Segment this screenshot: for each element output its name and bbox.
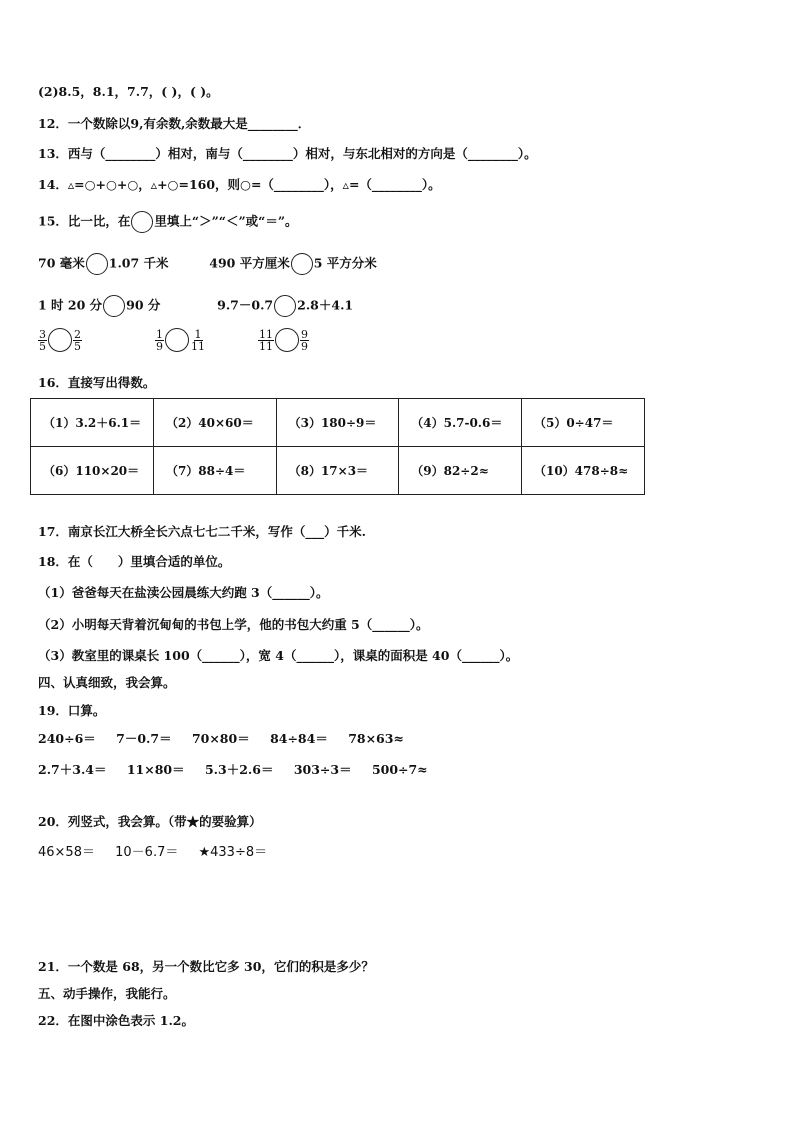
q15-r1-a-right: 1.07 千米 — [108, 255, 169, 271]
oral-calc-item: 5.3＋2.6＝ — [204, 762, 274, 777]
q15-after: 里填上“＞”“＜”或“＝”。 — [154, 213, 298, 229]
vertical-calc-item: 10－6.7＝ — [115, 845, 179, 860]
q15-r2-a-left: 1 时 20 分 — [38, 297, 103, 313]
table-row — [31, 447, 645, 495]
question-13: 13．西与（________）相对，南与（________）相对，与东北相对的方向是（________）。 — [38, 146, 537, 161]
table-cell: （6）110×20＝ — [31, 447, 154, 495]
compare-circle-input[interactable] — [165, 328, 189, 352]
q20-row — [38, 845, 267, 861]
fraction-compare-3: $\frac{11}{11}$ $\frac{9}{9}$ — [259, 327, 308, 353]
table-cell: （7）88÷4＝ — [153, 447, 276, 495]
compare-circle-input[interactable] — [274, 295, 296, 317]
table-cell: （4）5.7-0.6＝ — [399, 399, 522, 447]
table-cell: （8）17×3＝ — [276, 447, 399, 495]
q19-row-1 — [38, 731, 404, 747]
question-18-title: 18．在（ ）里填合适的单位。 — [38, 554, 231, 569]
compare-circle-input[interactable] — [275, 328, 299, 352]
q15-r2-a-right: 90 分 — [126, 297, 161, 313]
oral-calc-item: 500÷7≈ — [371, 762, 428, 777]
q18-item-2: （2）小明每天背着沉甸甸的书包上学，他的书包大约重 5（______）。 — [38, 617, 429, 632]
question-14: 14．▵=○+○+○，▵+○=160，则○=（________），▵=（________）。 — [38, 177, 441, 192]
oral-calc-item: 2.7＋3.4＝ — [38, 762, 107, 777]
table-cell: （10）478÷8≈ — [521, 447, 644, 495]
oral-calc-item: 11×80＝ — [126, 762, 185, 777]
question-16-title: 16．直接写出得数。 — [38, 375, 156, 390]
question-12: 12．一个数除以9,有余数,余数最大是________． — [38, 116, 311, 131]
compare-circle-input[interactable] — [291, 253, 313, 275]
q11-part2: (2)8.5，8.1，7.7，( )，( )。 — [38, 84, 219, 99]
compare-circle-input[interactable] — [86, 253, 108, 275]
q18-item-3: （3）教室里的课桌长 100（______），宽 4（______），课桌的面积是 40（______）。 — [38, 648, 519, 663]
q18-item-1: （1）爸爸每天在盐渎公园晨练大约跑 3（______）。 — [38, 585, 329, 600]
question-19-title: 19．口算。 — [38, 703, 106, 718]
fraction-compare-1: $\frac{3}{5}$ $\frac{2}{5}$ — [39, 327, 81, 353]
question-20-title: 20．列竖式，我会算。（带★的要验算） — [38, 814, 262, 829]
compare-circle-input[interactable] — [48, 328, 72, 352]
oral-calc-item: 303÷3＝ — [293, 762, 352, 777]
question-17: 17．南京长江大桥全长六点七七二千米，写作（___）千米. — [38, 524, 366, 539]
oral-calc-item: 84÷84＝ — [270, 731, 328, 746]
q19-row-2 — [38, 762, 428, 778]
q15-r1-a-left: 70 毫米 — [38, 255, 85, 271]
compare-circle-icon — [131, 211, 153, 233]
q16-calc-table — [30, 398, 645, 495]
question-21: 21．一个数是 68，另一个数比它多 30，它们的积是多少？ — [38, 959, 374, 974]
section-4-heading: 四、认真细致，我会算。 — [38, 675, 176, 690]
q15-r1-b-left: 490 平方厘米 — [209, 255, 290, 271]
question-15-title — [38, 211, 298, 233]
question-22: 22．在图中涂色表示 1.2。 — [38, 1013, 194, 1028]
section-5-heading: 五、动手操作，我能行。 — [38, 986, 176, 1001]
vertical-calc-item: ★433÷8＝ — [198, 845, 268, 860]
table-cell: （1）3.2＋6.1＝ — [31, 399, 154, 447]
q15-row-2 — [38, 295, 353, 317]
vertical-calc-item: 46×58＝ — [38, 845, 95, 860]
table-cell: （3）180÷9＝ — [276, 399, 399, 447]
oral-calc-item: 70×80＝ — [191, 731, 250, 746]
oral-calc-item: 240÷6＝ — [38, 731, 96, 746]
oral-calc-item: 7－0.7＝ — [116, 731, 172, 746]
q15-r1-b-right: 5 平方分米 — [313, 255, 377, 271]
table-cell: （9）82÷2≈ — [399, 447, 522, 495]
q15-r2-b-left: 9.7－0.7 — [217, 297, 274, 313]
q15-row-1 — [38, 253, 377, 275]
q15-before: 15．比一比，在 — [38, 213, 131, 229]
table-row — [31, 399, 645, 447]
oral-calc-item: 78×63≈ — [348, 731, 404, 746]
fraction-compare-2: $\frac{1}{9}$ $\frac{1}{11}$ — [156, 327, 205, 353]
q15-r2-b-right: 2.8＋4.1 — [297, 297, 354, 313]
table-cell: （5）0÷47＝ — [521, 399, 644, 447]
table-cell: （2）40×60＝ — [153, 399, 276, 447]
compare-circle-input[interactable] — [103, 295, 125, 317]
